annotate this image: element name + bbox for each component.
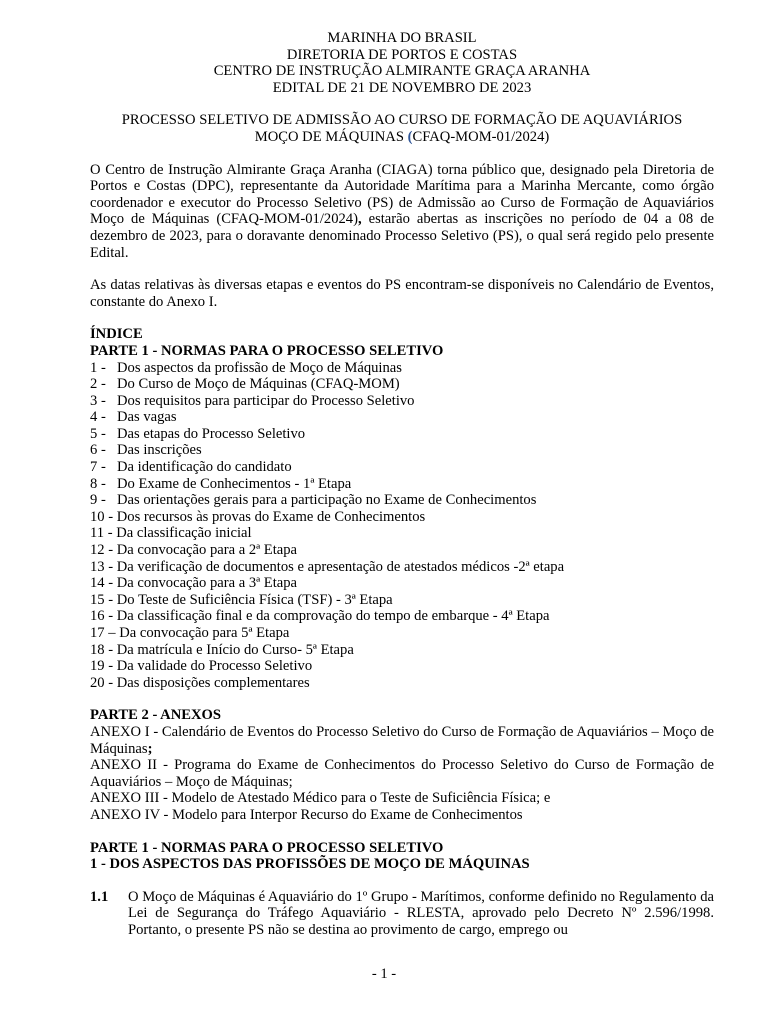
index-item-text: Dos aspectos da profissão de Moço de Máquinas [117, 359, 402, 376]
index-item [90, 642, 714, 659]
anexo-item [90, 724, 714, 757]
anexo-item [90, 807, 714, 824]
index-item-text: Da convocação para a 2ª Etapa [116, 542, 298, 559]
index-item [90, 675, 714, 692]
index-item-text: Do Teste de Suficiência Física (TSF) - 3ª Etapa [116, 591, 393, 608]
index-item [90, 459, 714, 476]
index-item-number: 14 - [90, 575, 114, 592]
index-item-number: 4 - [90, 409, 106, 426]
index-item [90, 575, 714, 592]
index-item [90, 559, 714, 576]
anexo-text: ANEXO III - Modelo de Atestado Médico para o Teste de Suficiência Física; e [90, 790, 551, 807]
index-item-number: 2 - [90, 376, 106, 393]
index-item [90, 360, 714, 377]
intro-p1-main: O Centro de Instrução Almirante Graça Aranha (CIAGA) torna público que, designado pela Diretoria de Portos e Costas (DPC), representante da Autoridade Marítima para a Marinha Mercante, como órgão coordenador e executor do Processo Seletivo (PS) de Admissão ao Curso de Formação de Aquaviários Moço de Máquinas (CFAQ-MOM-01/2024) [90, 161, 714, 228]
index-item [90, 426, 714, 443]
document-title [90, 112, 714, 145]
index-item-text: Da classificação inicial [116, 525, 252, 542]
index-item-number: 17 – [90, 625, 116, 641]
index-item [90, 509, 714, 526]
index-item [90, 658, 714, 675]
index-item-text: Das inscrições [117, 442, 202, 459]
index-item-text: Do Exame de Conhecimentos - 1ª Etapa [117, 475, 352, 492]
index-item-text: Dos recursos às provas do Exame de Conhecimentos [116, 508, 426, 525]
index-item-number: 19 - [90, 658, 114, 675]
intro-p1-comma: , [357, 211, 362, 228]
index-item-number: 16 - [90, 608, 114, 625]
index-item [90, 376, 714, 393]
index-item-text: Da verificação de documentos e apresentação de atestados médicos -2ª etapa [116, 558, 565, 575]
index-item-number: 6 - [90, 442, 106, 459]
anexo-item [90, 757, 714, 790]
index-item-number: 3 - [90, 392, 106, 409]
index-item-text: Do Curso de Moço de Máquinas (CFAQ-MOM) [117, 376, 400, 393]
document-header [90, 30, 714, 96]
index-item-number: 7 - [90, 459, 106, 476]
title-line-1: PROCESSO SELETIVO DE ADMISSÃO AO CURSO DE FORMAÇÃO DE AQUAVIÁRIOS [121, 112, 683, 129]
index-item-number: 11 - [90, 525, 113, 542]
anexo-tail: ; [147, 740, 153, 757]
index-item-number: 8 - [90, 475, 106, 492]
index-item-number: 18 - [90, 641, 114, 658]
index-item-number: 15 - [90, 591, 114, 608]
section-1-1 [90, 889, 714, 939]
anexo-text: ANEXO IV - Modelo para Interpor Recurso do Exame de Conhecimentos [90, 806, 523, 823]
index-item [90, 492, 714, 509]
index-item-number: 13 - [90, 558, 114, 575]
intro-p1-rest: estarão abertas as inscrições no período de 04 a 08 de dezembro de 2023, para o doravante denominado Processo Seletivo (PS), o qual será regido pelo presente Edital. [90, 211, 714, 261]
anexo-item [90, 790, 714, 807]
header-line-1: MARINHA DO BRASIL [327, 30, 477, 46]
index-item-text: Das vagas [117, 409, 177, 426]
index-item [90, 442, 714, 459]
index-list [90, 360, 714, 692]
index-item [90, 608, 714, 625]
index-part-2-heading: PARTE 2 - ANEXOS [90, 707, 221, 724]
index-item [90, 409, 714, 426]
index-item-number: 5 - [90, 425, 106, 442]
header-line-4: EDITAL DE 21 DE NOVEMBRO DE 2023 [272, 79, 532, 96]
anexo-text: ANEXO I - Calendário de Eventos do Processo Seletivo do Curso de Formação de Aquaviários – Moço de Máquinas [90, 723, 714, 757]
index-item-text: Da identificação do candidato [117, 459, 292, 476]
index-item-text: Das etapas do Processo Seletivo [117, 425, 306, 442]
index-item-number: 10 - [90, 508, 114, 525]
index-item [90, 393, 714, 410]
index-item-text: Da convocação para a 3ª Etapa [116, 575, 298, 592]
body-part-1-heading: PARTE 1 - NORMAS PARA O PROCESSO SELETIVO [90, 839, 444, 856]
title-line-2 [90, 129, 714, 146]
anexo-list [90, 724, 714, 824]
index-item-text: Da classificação final e da comprovação do tempo de embarque - 4ª Etapa [116, 608, 550, 625]
section-1-heading: 1 - DOS ASPECTOS DAS PROFISSÕES DE MOÇO DE MÁQUINAS [90, 856, 530, 873]
index-item-number: 20 - [90, 674, 114, 691]
header-line-2: DIRETORIA DE PORTOS E COSTAS [286, 46, 518, 63]
title-line-2-code: CFAQ-MOM-01/2024) [412, 128, 550, 145]
index-item-text: Da validade do Processo Seletivo [116, 658, 313, 675]
index-item [90, 592, 714, 609]
section-text: O Moço de Máquinas é Aquaviário do 1º Grupo - Marítimos, conforme definido no Regulamento da Lei de Segurança do Tráfego Aquaviário - RLESTA, aprovado pelo Decreto Nº 2.596/1998. Portanto, o presente PS não se destina ao provimento de cargo, emprego ou [128, 888, 714, 938]
index-item-number: 12 - [90, 542, 114, 559]
anexo-text: ANEXO II - Programa do Exame de Conhecimentos do Processo Seletivo do Curso de Formação de Aquaviários – Moço de Máquinas; [90, 757, 714, 790]
index-item [90, 476, 714, 493]
intro-paragraph-2: As datas relativas às diversas etapas e eventos do PS encontram-se disponíveis no Calendário de Eventos, constante do Anexo I. [90, 277, 714, 310]
page-number: - 1 - [371, 966, 397, 982]
index-item-text: Da matrícula e Início do Curso- 5ª Etapa [116, 641, 354, 658]
index-item-text: Das orientações gerais para a participação no Exame de Conhecimentos [117, 492, 537, 509]
index-heading: ÍNDICE [90, 326, 143, 343]
title-line-2-text: MOÇO DE MÁQUINAS [254, 128, 408, 145]
title-paren: ( [407, 128, 413, 145]
index-item [90, 542, 714, 559]
index-item-number: 1 - [90, 359, 106, 376]
index-item-number: 9 - [90, 492, 106, 509]
index-item-text: Da convocação para 5ª Etapa [119, 625, 290, 641]
index-item [90, 625, 714, 642]
index-item-text: Das disposições complementares [116, 674, 310, 691]
section-number: 1.1 [90, 888, 109, 905]
index-item-text: Dos requisitos para participar do Processo Seletivo [117, 392, 415, 409]
index-part-1-heading: PARTE 1 - NORMAS PARA O PROCESSO SELETIVO [90, 342, 444, 359]
intro-paragraph-1 [90, 162, 714, 262]
index-item [90, 525, 714, 542]
header-line-3: CENTRO DE INSTRUÇÃO ALMIRANTE GRAÇA ARANHA [213, 63, 591, 80]
